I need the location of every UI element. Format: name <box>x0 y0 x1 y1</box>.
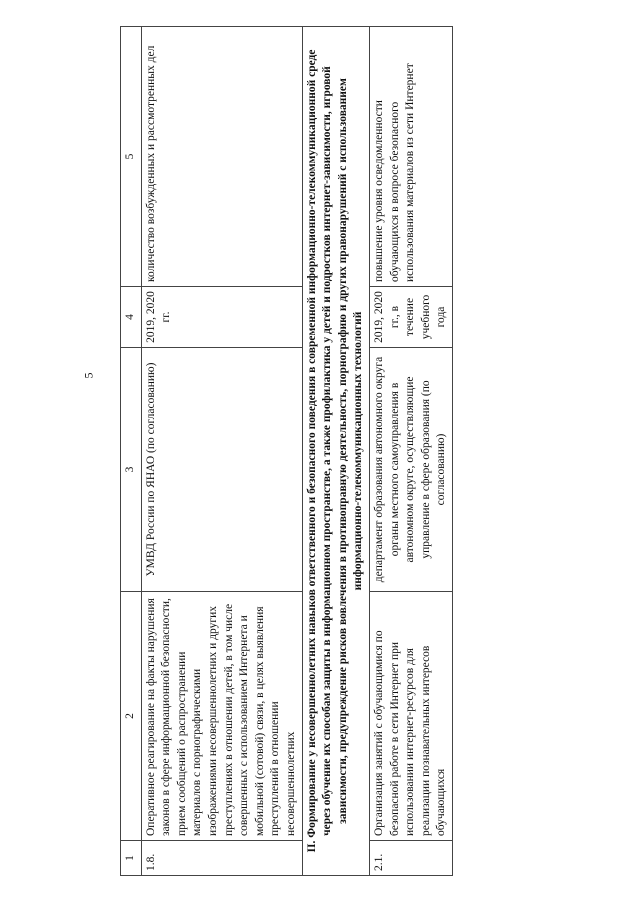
executor-primary: департамент образования автономного округа <box>372 356 385 583</box>
executor-secondary: органы местного самоуправления в автономном округе, осуществляющие управление в сфере образования (по согласованию) <box>388 376 448 563</box>
header-col-2: 2 <box>121 592 142 841</box>
section-heading-row <box>302 27 369 876</box>
header-col-3: 3 <box>121 348 142 592</box>
header-col-5: 5 <box>121 27 142 287</box>
date-cell: 2019, 2020 гг. <box>141 287 302 348</box>
section-heading: II. Формирование у несовершеннолетних навыков ответственного и безопасного поведения в современной информационно-телекоммуникационной среде через обучение их способам защиты в информационном пространстве, а также профилактика у детей и подростков интернет-зависимости, игровой зависимости, предупреждение рисков вовлечения в противоправную деятельность, порнографию и других правонарушений с использованием информационно-телекоммуникационных технологий <box>302 27 369 876</box>
table-row <box>369 27 452 876</box>
page-number: 5 <box>81 372 96 379</box>
row-number: 2.1. <box>369 841 452 876</box>
activity-cell: Организация занятий с обучающимися по безопасной работе в сети Интернет при использовании интернет-ресурсов для реализации познавательных интересов обучающихся <box>369 592 452 841</box>
table-row <box>141 27 302 876</box>
result-cell: количество возбужденных и рассмотренных дел <box>141 27 302 287</box>
executor-cell: УМВД России по ЯНАО (по согласованию) <box>141 348 302 592</box>
header-row <box>121 27 142 876</box>
executor-cell <box>369 348 452 592</box>
measures-table <box>120 26 453 876</box>
result-cell: повышение уровня осведомленности обучающихся в вопросе безопасного использования материалов из сети Интернет <box>369 27 452 287</box>
row-number: 1.8. <box>141 841 302 876</box>
header-col-1: 1 <box>121 841 142 876</box>
date-cell: 2019, 2020 гг., в течение учебного года <box>369 287 452 348</box>
rotated-document-table-container <box>120 26 550 876</box>
activity-cell: Оперативное реагирование на факты нарушения законов в сфере информационной безопасности, прием сообщений о распространении материалов с порнографическими изображениями несовершеннолетних и других преступлениях в отношении детей, в том числе совершенных с использованием Интернета и мобильной (сотовой) связи, в целях выявления преступлений в отношении несовершеннолетних <box>141 592 302 841</box>
header-col-4: 4 <box>121 287 142 348</box>
